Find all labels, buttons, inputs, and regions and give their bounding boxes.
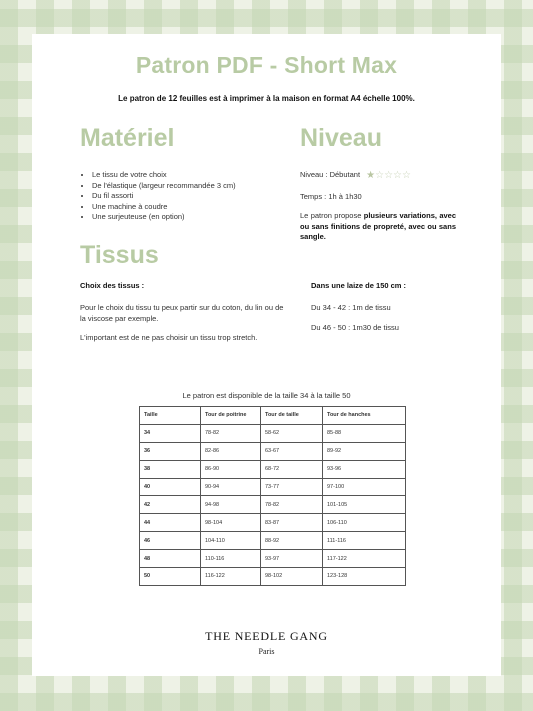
materiel-heading: Matériel (80, 124, 175, 152)
table-cell: 123-128 (323, 568, 406, 586)
table-cell: 82-86 (201, 442, 261, 460)
table-cell: 78-82 (261, 496, 323, 514)
niveau-heading: Niveau (300, 124, 382, 152)
table-row (140, 532, 406, 550)
table-row (140, 568, 406, 586)
table-cell: 83-87 (261, 514, 323, 532)
table-cell: 85-88 (323, 424, 406, 442)
size-cell: 46 (140, 532, 201, 550)
table-row (140, 478, 406, 496)
table-cell: 68-72 (261, 460, 323, 478)
materiel-item: • De l'élastique (largeur recommandée 3 cm) (92, 181, 236, 192)
table-cell: 98-102 (261, 568, 323, 586)
pattern-sheet (32, 34, 501, 676)
brand-city: Paris (258, 647, 275, 656)
table-cell: 58-62 (261, 424, 323, 442)
table-row (140, 424, 406, 442)
size-cell: 42 (140, 496, 201, 514)
table-cell: 94-98 (201, 496, 261, 514)
materiel-item: • Une surjeuteuse (en option) (92, 212, 236, 223)
size-cell: 36 (140, 442, 201, 460)
table-row (140, 442, 406, 460)
table-row (140, 496, 406, 514)
table-cell: 97-100 (323, 478, 406, 496)
star-empty-icon: ☆ (393, 170, 403, 181)
table-cell: 88-92 (261, 532, 323, 550)
table-cell: 101-105 (323, 496, 406, 514)
size-cell: 34 (140, 424, 201, 442)
materiel-item: • Une machine à coudre (92, 202, 236, 213)
brand-logo-text: THE NEEDLE GANG (205, 629, 328, 643)
table-cell: 106-110 (323, 514, 406, 532)
laize-title: Dans une laize de 150 cm : (311, 281, 407, 290)
table-row (140, 460, 406, 478)
column-header: Tour de poitrine (201, 407, 261, 425)
table-cell: 110-116 (201, 550, 261, 568)
niveau-level (300, 170, 411, 182)
choix-title: Choix des tissus : (80, 281, 145, 290)
table-cell: 73-77 (261, 478, 323, 496)
table-cell: 78-82 (201, 424, 261, 442)
laize-line-2: Du 46 - 50 : 1m30 de tissu (311, 323, 399, 332)
materiel-item: • Le tissu de votre choix (92, 170, 236, 181)
table-cell: 117-122 (323, 550, 406, 568)
laize-line-1: Du 34 - 42 : 1m de tissu (311, 303, 391, 312)
page-title: Patron PDF - Short Max (135, 52, 398, 78)
table-cell: 93-96 (323, 460, 406, 478)
column-header: Taille (140, 407, 201, 425)
column-header: Tour de hanches (323, 407, 406, 425)
column-header: Tour de taille (261, 407, 323, 425)
table-cell: 104-110 (201, 532, 261, 550)
tissus-heading: Tissus (80, 241, 159, 269)
table-header-row (140, 407, 406, 425)
table-cell: 116-122 (201, 568, 261, 586)
table-cell: 89-92 (323, 442, 406, 460)
table-cell: 93-97 (261, 550, 323, 568)
choix-paragraph-2: L'important est de ne pas choisir un tissu trop stretch. (80, 333, 258, 342)
table-cell: 63-67 (261, 442, 323, 460)
table-cell: 90-94 (201, 478, 261, 496)
star-empty-icon: ☆ (375, 170, 385, 181)
size-cell: 38 (140, 460, 201, 478)
materiel-item: • Du fil assorti (92, 191, 236, 202)
page-subtitle: Le patron de 12 feuilles est à imprimer à la maison en format A4 échelle 100%. (118, 94, 415, 103)
table-row (140, 514, 406, 532)
table-row (140, 550, 406, 568)
star-empty-icon: ☆ (402, 170, 411, 181)
size-cell: 48 (140, 550, 201, 568)
table-cell: 86-90 (201, 460, 261, 478)
size-cell: 50 (140, 568, 201, 586)
choix-paragraph-1: Pour le choix du tissu tu peux partir sur du coton, du lin ou de la viscose par exemple. (80, 303, 284, 323)
table-cell: 111-116 (323, 532, 406, 550)
niveau-temps: Temps : 1h à 1h30 (300, 192, 362, 201)
niveau-desc-bold: plusieurs variations, avec ou sans finitions de propreté, avec ou sans sangle. (300, 211, 457, 241)
star-filled-icon: ★ (366, 170, 376, 181)
size-cell: 44 (140, 514, 201, 532)
sizes-caption: Le patron est disponible de la taille 34 à la taille 50 (182, 391, 351, 400)
niveau-level-label: Niveau : Débutant (300, 170, 361, 179)
niveau-description (300, 211, 456, 243)
niveau-desc-prefix: Le patron propose (300, 211, 364, 220)
materiel-list (80, 170, 236, 223)
star-empty-icon: ☆ (384, 170, 394, 181)
size-table (139, 406, 406, 586)
size-cell: 40 (140, 478, 201, 496)
difficulty-stars (366, 171, 411, 182)
table-cell: 98-104 (201, 514, 261, 532)
